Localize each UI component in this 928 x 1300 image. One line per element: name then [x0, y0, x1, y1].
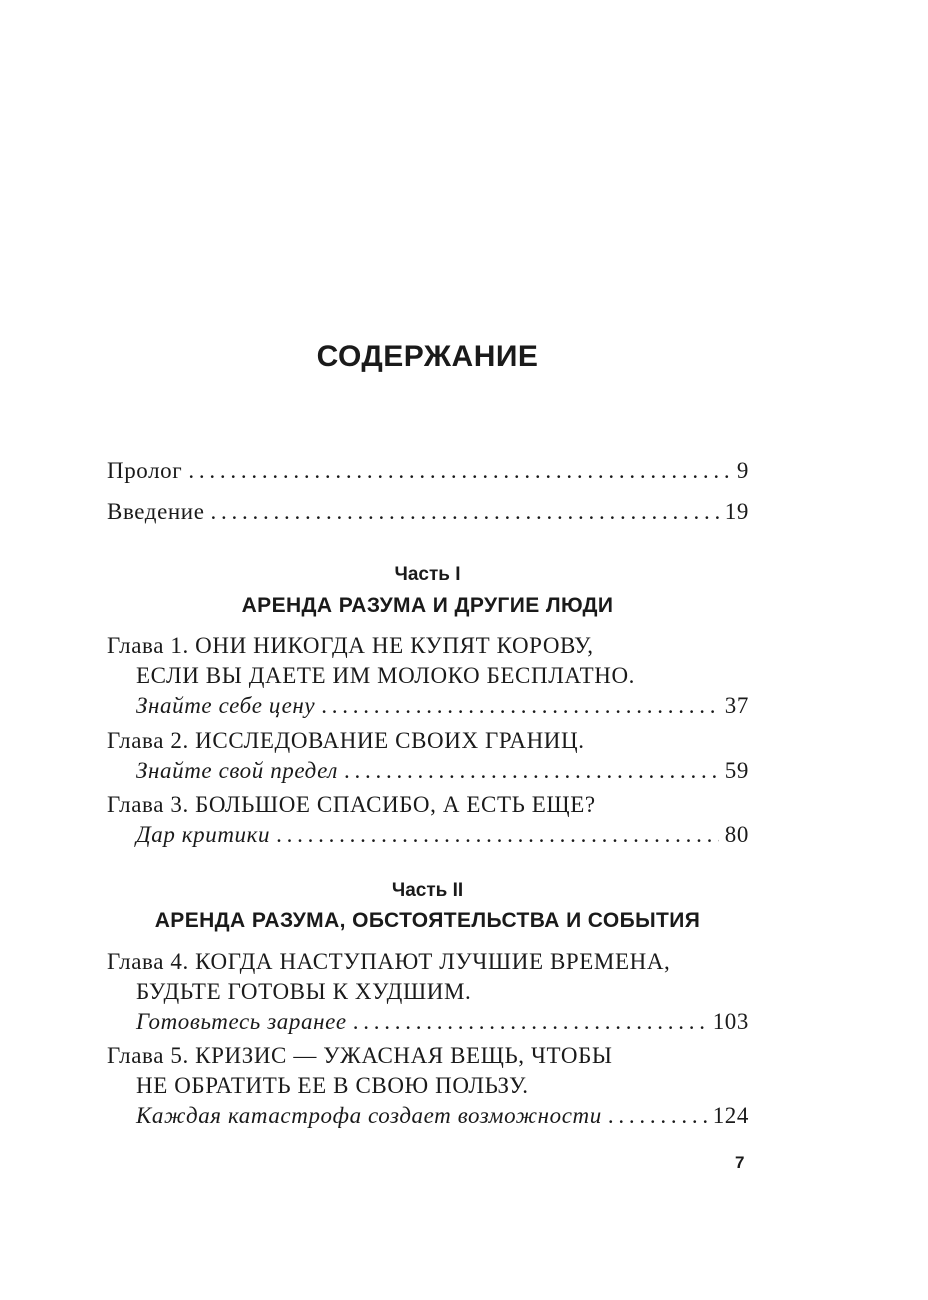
chapter-title-line: Глава 5. КРИЗИС — УЖАСНАЯ ВЕЩЬ, ЧТОБЫ	[107, 1043, 613, 1068]
dot-leader	[608, 1101, 707, 1131]
chapter-subtitle: Каждая катастрофа создает возможности	[136, 1103, 602, 1128]
chapter-subtitle: Знайте себе цену	[136, 693, 316, 718]
part-title: АРЕНДА РАЗУМА И ДРУГИЕ ЛЮДИ	[241, 594, 614, 617]
chapter-title-line: Глава 1. ОНИ НИКОГДА НЕ КУПЯТ КОРОВУ,	[107, 633, 594, 658]
part-label: Часть I	[394, 564, 461, 585]
dot-leader	[188, 456, 731, 486]
chapter-subtitle: Готовьтесь заранее	[136, 1009, 347, 1034]
folio-page-number: 7	[735, 1153, 745, 1172]
toc-line	[107, 820, 749, 850]
page-number: 9	[736, 458, 749, 483]
dot-leader	[211, 497, 719, 527]
chapter-title-line: ЕСЛИ ВЫ ДАЕТЕ ИМ МОЛОКО БЕСПЛАТНО.	[136, 663, 635, 688]
toc-line	[107, 1007, 749, 1037]
chapter-title-line: Глава 4. КОГДА НАСТУПАЮТ ЛУЧШИЕ ВРЕМЕНА,	[107, 949, 671, 974]
dot-leader	[353, 1007, 707, 1037]
toc-line	[107, 691, 749, 721]
page-number: 103	[712, 1009, 749, 1034]
toc-line	[107, 756, 749, 786]
toc-entry-chapter-3	[107, 790, 749, 850]
page-number: 37	[724, 693, 749, 718]
chapter-title-line: Глава 2. ИССЛЕДОВАНИЕ СВОИХ ГРАНИЦ.	[107, 728, 585, 753]
chapter-title-line: Глава 3. БОЛЬШОЕ СПАСИБО, А ЕСТЬ ЕЩЕ?	[107, 792, 596, 817]
toc-entry-introduction	[107, 497, 749, 527]
entry-label: Введение	[107, 499, 205, 524]
toc-line	[107, 456, 749, 486]
toc-entry-chapter-5	[107, 1041, 749, 1131]
toc-entry-chapter-2	[107, 726, 749, 786]
dot-leader	[344, 756, 719, 786]
toc-entry-prologue	[107, 456, 749, 486]
page-number: 59	[724, 758, 749, 783]
chapter-title-line: НЕ ОБРАТИТЬ ЕЕ В СВОЮ ПОЛЬЗУ.	[136, 1073, 529, 1098]
chapter-subtitle: Дар критики	[136, 822, 271, 847]
toc-entry-chapter-1	[107, 631, 749, 721]
part-label: Часть II	[391, 880, 464, 901]
page-title: СОДЕРЖАНИЕ	[316, 340, 539, 373]
toc-line	[107, 497, 749, 527]
chapter-title-line: БУДЬТЕ ГОТОВЫ К ХУДШИМ.	[136, 979, 472, 1004]
dot-leader	[276, 820, 719, 850]
chapter-subtitle: Знайте свой предел	[136, 758, 339, 783]
toc-line	[107, 1101, 749, 1131]
part-title: АРЕНДА РАЗУМА, ОБСТОЯТЕЛЬСТВА И СОБЫТИЯ	[154, 909, 701, 932]
page-number: 19	[724, 499, 749, 524]
entry-label: Пролог	[107, 458, 183, 483]
page-number: 124	[712, 1103, 749, 1128]
toc-entry-chapter-4	[107, 947, 749, 1037]
page-number: 80	[724, 822, 749, 847]
dot-leader	[321, 691, 719, 721]
